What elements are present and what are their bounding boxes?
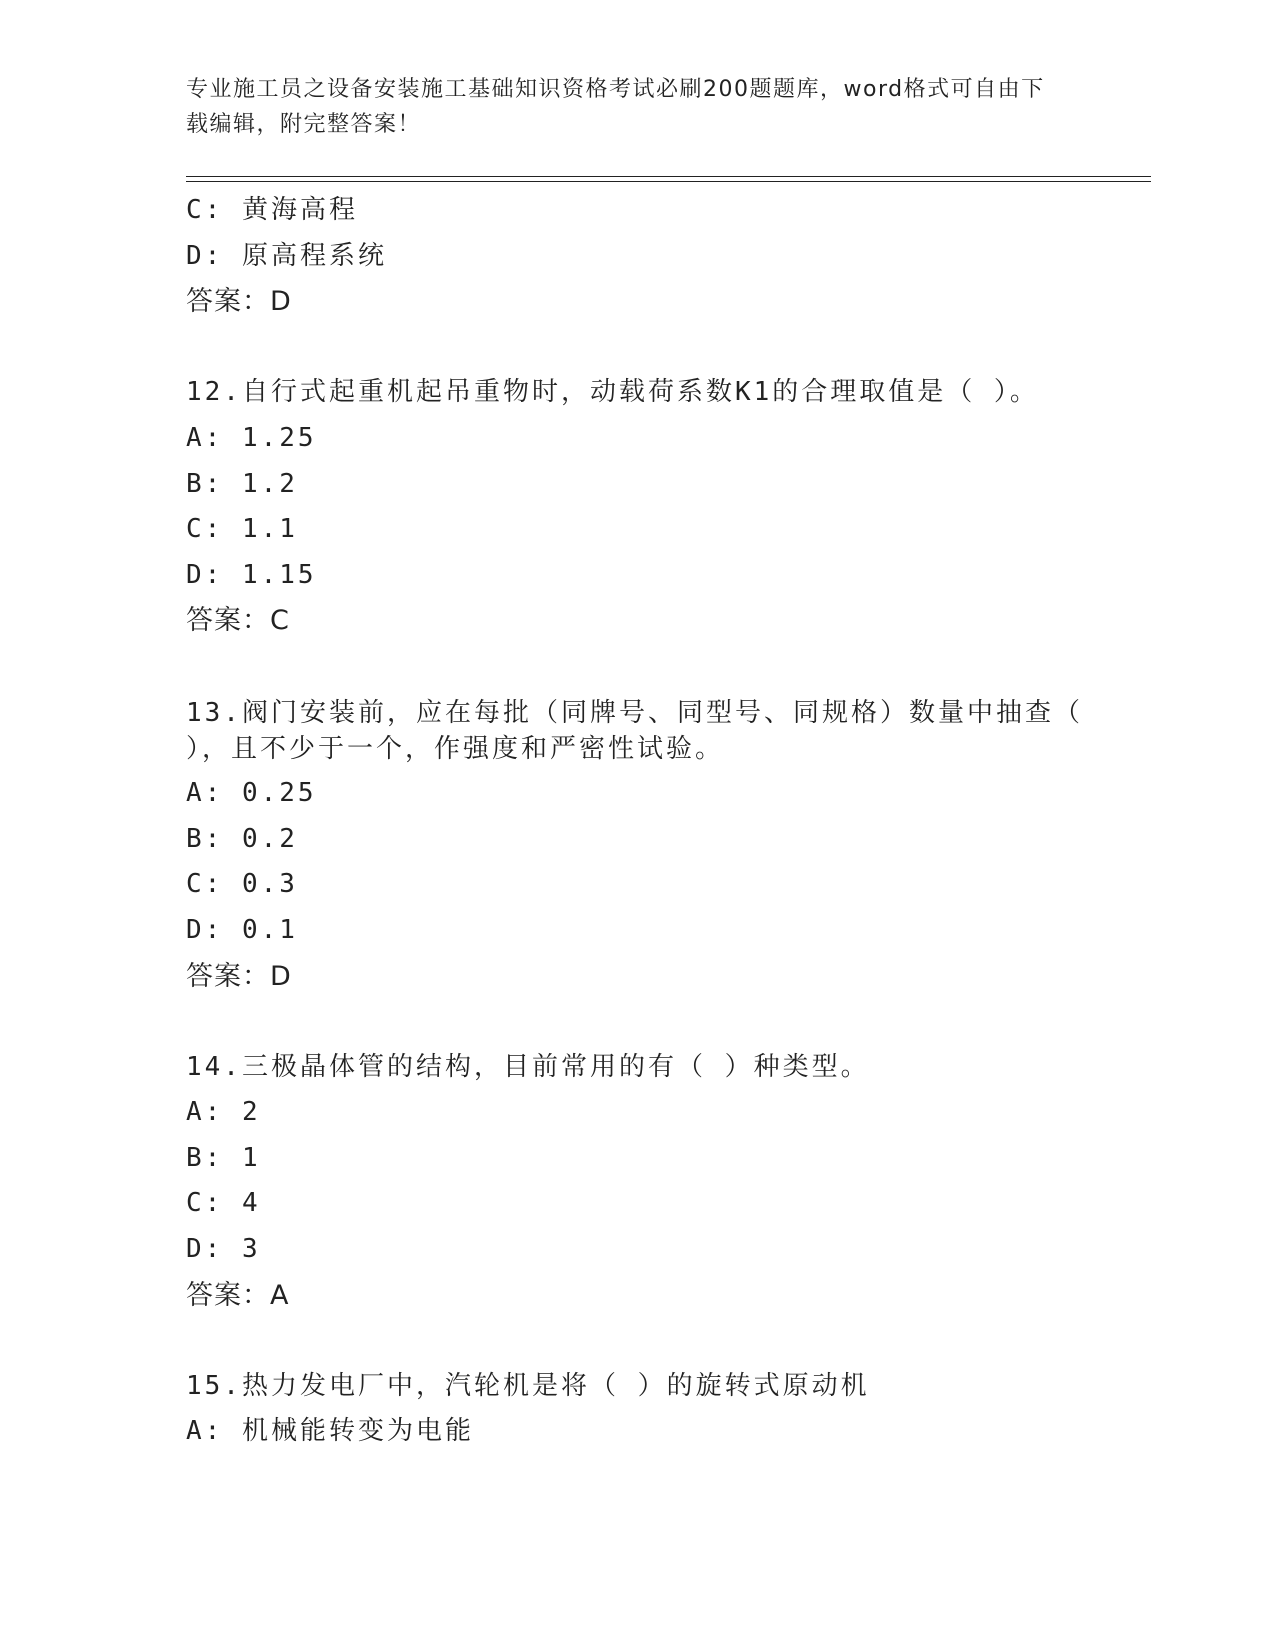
- question-stem: 12.自行式起重机起吊重物时，动载荷系数K1的合理取值是（ ）。: [186, 377, 1039, 408]
- spacer: [186, 325, 1086, 371]
- option-text: 2: [241, 1097, 261, 1128]
- option-text: 0.25: [241, 778, 317, 809]
- option-b: B: 0.2: [186, 823, 298, 854]
- option-label: A: [186, 778, 205, 809]
- option-a: A: 机械能转变为电能: [186, 1416, 474, 1447]
- option-text: 1.2: [241, 468, 298, 499]
- question-content: [186, 188, 1086, 1455]
- spacer: [186, 644, 1086, 690]
- option-label: B: [186, 823, 205, 854]
- option-d: D: 原高程系统: [186, 240, 387, 271]
- option-label: D: [186, 1234, 205, 1265]
- option-text: 1.15: [241, 559, 317, 590]
- option-text: 1.1: [241, 514, 298, 545]
- answer-line: 答案：D: [186, 960, 292, 992]
- document-header: 专业施工员之设备安装施工基础知识资格考试必刷200题题库，word格式可自由下载编辑，附完整答案！: [186, 77, 1045, 137]
- option-label: A: [186, 1416, 205, 1447]
- question-15: [186, 1364, 1086, 1455]
- option-label: D: [186, 240, 205, 271]
- option-text: 4: [241, 1188, 261, 1219]
- option-label: C: [186, 1188, 205, 1219]
- option-text: 1.25: [241, 422, 317, 453]
- option-label: A: [186, 422, 205, 453]
- option-text: 0.2: [241, 823, 298, 854]
- answer-line: 答案：C: [186, 605, 290, 637]
- answer-line: 答案：A: [186, 1279, 290, 1311]
- option-text: 黄海高程: [241, 195, 358, 225]
- option-d: D: 0.1: [186, 914, 298, 945]
- option-b: B: 1.2: [186, 468, 298, 499]
- header-rule-top: [186, 176, 1151, 177]
- option-text: 1: [241, 1142, 261, 1173]
- option-label: B: [186, 468, 205, 499]
- spacer: [186, 999, 1086, 1045]
- question-13: [186, 690, 1086, 1000]
- option-label: D: [186, 914, 205, 945]
- option-label: C: [186, 869, 205, 900]
- question-stem: 14.三极晶体管的结构，目前常用的有（ ）种类型。: [186, 1051, 870, 1082]
- option-text: 机械能转变为电能: [241, 1416, 474, 1447]
- question-11-continued: [186, 188, 1086, 325]
- option-d: D: 3: [186, 1234, 261, 1265]
- question-14: [186, 1045, 1086, 1319]
- option-label: C: [186, 514, 205, 545]
- option-label: B: [186, 1142, 205, 1173]
- option-text: 0.3: [241, 869, 298, 900]
- question-stem: 15.热力发电厂中，汽轮机是将（ ）的旋转式原动机: [186, 1370, 870, 1401]
- option-c: C: 黄海高程: [186, 195, 358, 225]
- option-text: 原高程系统: [241, 240, 387, 271]
- option-label: C: [186, 195, 205, 225]
- spacer: [186, 1318, 1086, 1364]
- option-text: 3: [241, 1234, 261, 1265]
- option-a: A: 0.25: [186, 778, 317, 809]
- option-b: B: 1: [186, 1142, 261, 1173]
- answer-line: 答案：D: [186, 286, 292, 318]
- option-label: A: [186, 1097, 205, 1128]
- question-12: [186, 370, 1086, 644]
- option-label: D: [186, 559, 205, 590]
- option-c: C: 4: [186, 1188, 261, 1219]
- option-c: C: 1.1: [186, 514, 298, 545]
- option-d: D: 1.15: [186, 559, 317, 590]
- option-text: 0.1: [241, 914, 298, 945]
- option-c: C: 0.3: [186, 869, 298, 900]
- question-stem: 13.阀门安装前，应在每批（同牌号、同型号、同规格）数量中抽查（ ），且不少于一个，作强度和严密性试验。: [186, 697, 1083, 764]
- header-rule-bottom: [186, 181, 1151, 182]
- option-a: A: 1.25: [186, 422, 317, 453]
- option-a: A: 2: [186, 1097, 261, 1128]
